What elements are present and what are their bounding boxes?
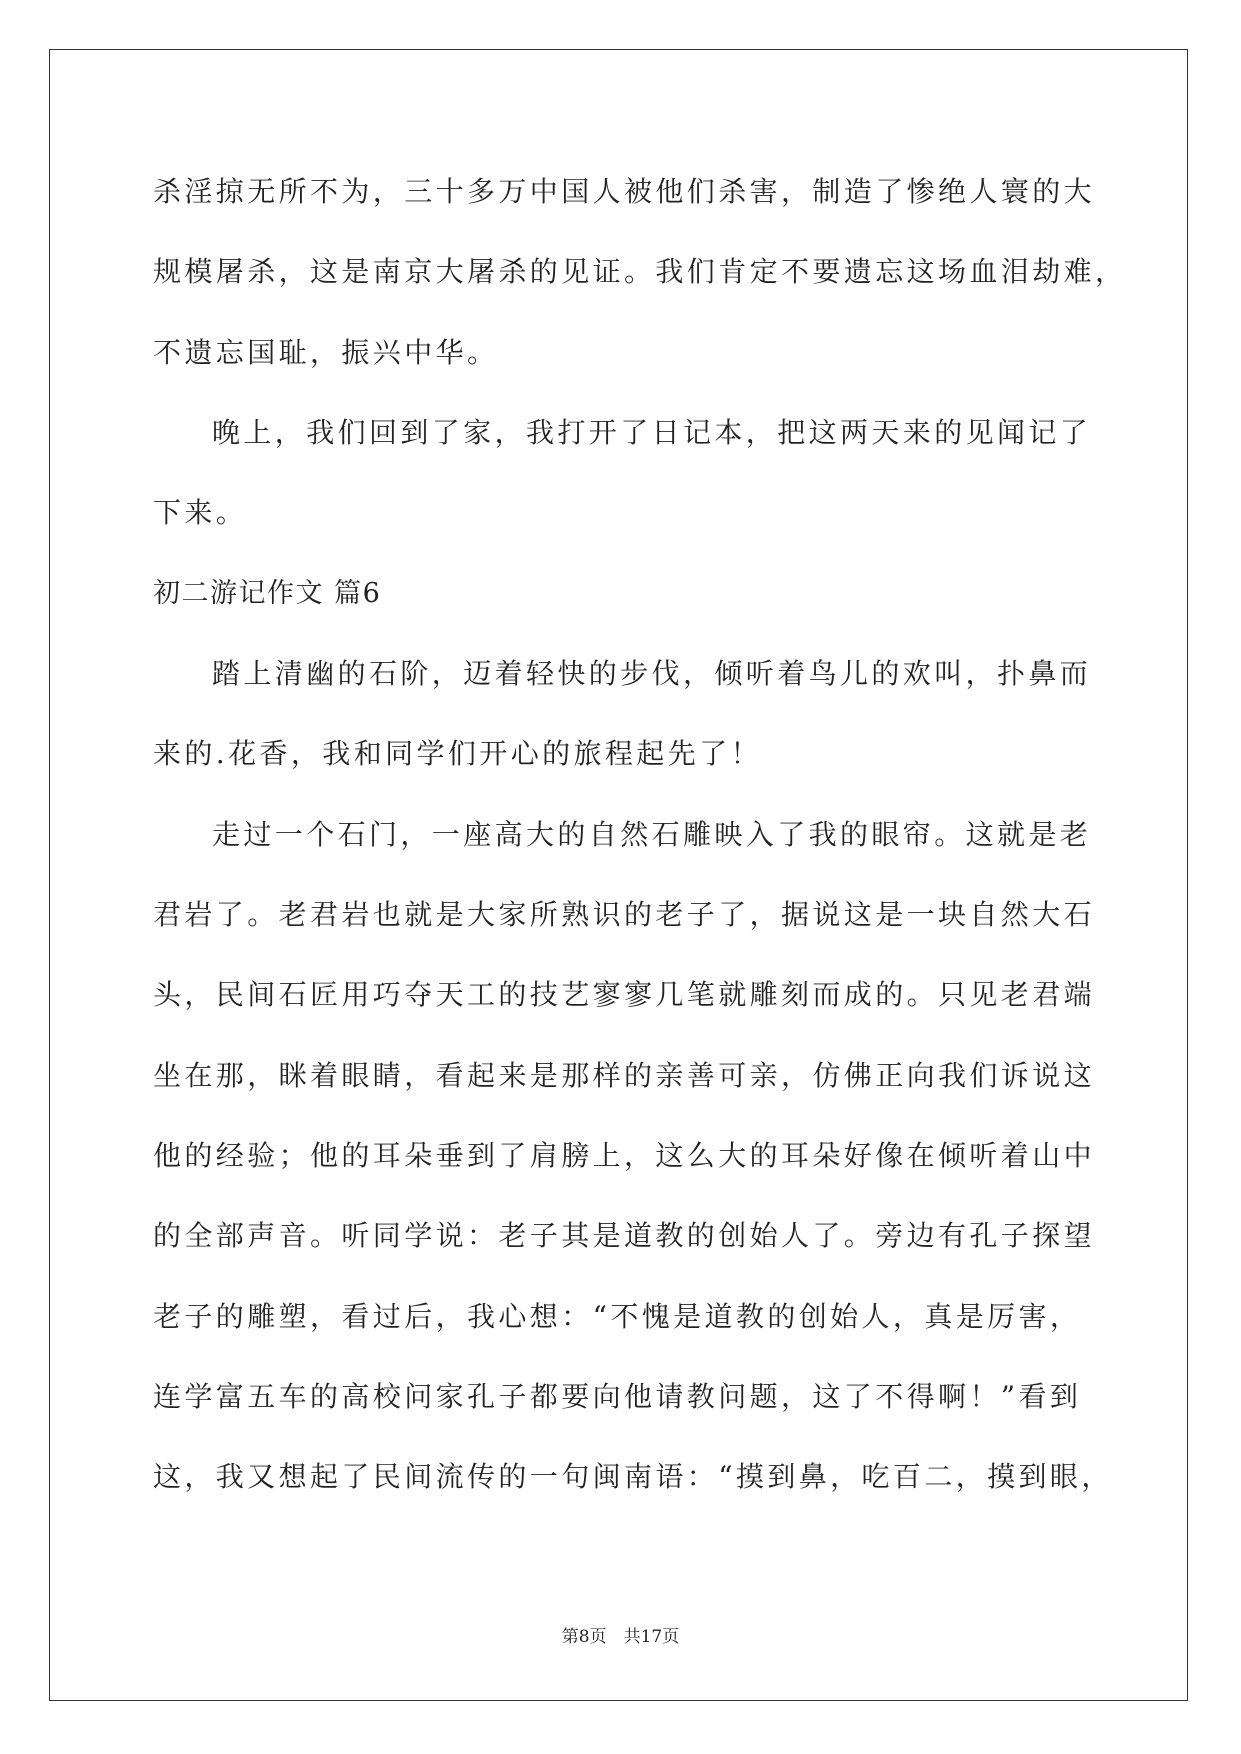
section-heading: 初二游记作文 篇6 <box>153 578 382 609</box>
paragraph-line: 规模屠杀，这是南京大屠杀的见证。我们肯定不要遗忘这场血泪劫难， <box>153 255 1127 288</box>
paragraph-line: 这，我又想起了民间流传的一句闽南语：“摸到鼻，吃百二，摸到眼， <box>153 1460 1113 1493</box>
paragraph-line: 他的经验；他的耳朵垂到了肩膀上，这么大的耳朵好像在倾听着山中 <box>153 1139 1096 1172</box>
paragraph-line: 君岩了。老君岩也就是大家所熟识的老子了，据说这是一块自然大石 <box>153 898 1096 931</box>
paragraph-line: 杀淫掠无所不为，三十多万中国人被他们杀害，制造了惨绝人寰的大 <box>153 175 1096 208</box>
paragraph-line: 老子的雕塑，看过后，我心想：“不愧是道教的创始人，真是厉害， <box>153 1300 1082 1333</box>
paragraph-line: 来的.花香，我和同学们开心的旅程起先了！ <box>153 737 762 770</box>
paragraph-line: 走过一个石门，一座高大的自然石雕映入了我的眼帘。这就是老 <box>212 818 1092 851</box>
page-border <box>49 49 1188 1701</box>
paragraph-line: 的全部声音。听同学说：老子其是道教的创始人了。旁边有孔子探望 <box>153 1219 1096 1252</box>
page-number: 第8页 共17页 <box>561 1627 680 1647</box>
paragraph-line: 连学富五车的高校问家孔子都要向他请教问题，这了不得啊！”看到 <box>153 1380 1082 1413</box>
paragraph-line: 下来。 <box>153 496 248 529</box>
paragraph-line: 坐在那，眯着眼睛，看起来是那样的亲善可亲，仿佛正向我们诉说这 <box>153 1059 1096 1092</box>
paragraph-line: 晚上，我们回到了家，我打开了日记本，把这两天来的见闻记了 <box>212 416 1092 449</box>
paragraph-line: 踏上清幽的石阶，迈着轻快的步伐，倾听着鸟儿的欢叫，扑鼻而 <box>212 657 1092 690</box>
paragraph-line: 不遗忘国耻，振兴中华。 <box>153 336 499 369</box>
paragraph-line: 头，民间石匠用巧夺天工的技艺寥寥几笔就雕刻而成的。只见老君端 <box>153 978 1096 1011</box>
